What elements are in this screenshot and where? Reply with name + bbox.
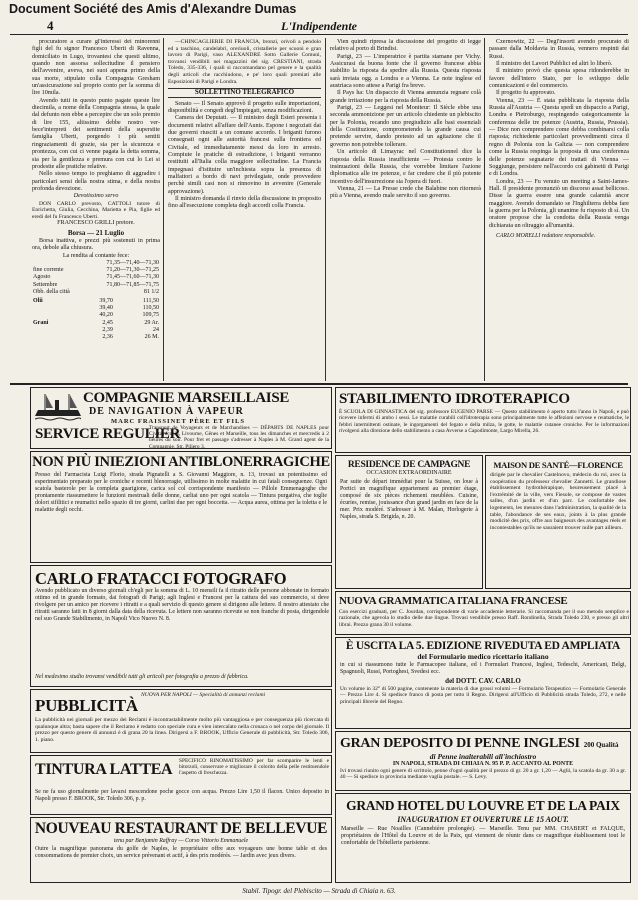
- article-paragraph: Il ministro provò che questa spesa ridonderebbe in favore dell'intero Stato, per lo sviluppo delle comunicazioni e del commercio.: [489, 68, 629, 90]
- ad-text: dirigée par le chevalier Castelnovo, médecin du roi, avec la coopération du professeur chevalier Zannetti. Le grandiose établissement hydrothérapique, heureusement placé à l'extrémité de la ville, vers Fiesole, se compose de vastes salles, d'un jardin et d'un parc. Le confortable des logements, les mesures dans l'administration, la qualité de la table, l'abondance de ses eaux, joints à la plus grande modicité des prix, offre aux baigneurs des avantages réels et incontestables qu'ils ne sauraient trouver nulle part ailleurs.: [490, 472, 626, 531]
- article-paragraph: Il progetto fu approvato.: [496, 90, 556, 97]
- ad-subtitle: INAUGURATION ET OUVERTURE LE 15 AOUT.: [397, 815, 569, 824]
- page-number: 4: [47, 18, 54, 33]
- pubblicita-ad: [30, 689, 332, 753]
- table-row: Agosto 71,45—71,60—71,30: [33, 274, 159, 281]
- ad-title: NUOVA GRAMMATICA ITALIANA FRANCESE: [339, 595, 568, 607]
- table-row: 2,36 26 M.: [102, 334, 159, 341]
- article-paragraph: Londra, 23 — Fu venuto un meeting a Saint-James-Hall. Il presidente pronunziò un discorso assai bellicoso. Disse la guerra essere una grande calamità ancor maggiore. Avendo domandato se l'Inghilterra debba fare la guerra per la Polonia, gli unanime fu risposto di sì. Un oratore propose che la condotta della Russia venga dichiarata un oltraggio all'umanità.: [489, 178, 629, 229]
- column-4: [489, 39, 629, 381]
- ad-text: Presso del Farmacista Luigi Florio, strada Pignatelli a S. Giovanni Maggiore, n. 13, trovasi un potentissimo ed esperimentato preparato per le croniche e recenti blenorragie, utilissimo in molte malattie in cui fatali conseguenze. Ogni scatola basterole per la completa guarigione, carica sol col corrispondente manifesto — Pillole Emmenagoghe che prontamente riassumettere le funzioni mestruali delle donne, carliai uno per ogni scatola — Tintura purgativa, che toglie dolori sifilitici e reumatici nello spazio di tre giorni, carlini due per ogni boccetta. — Acqua aurea, ottima per la toletta e le malattie degli occhi.: [35, 472, 327, 513]
- borsa-subtitle: La rendita al contante fece:: [62, 252, 130, 259]
- ad-note: Nel medesimo studio trovansi vendibili tutti gli articoli per fotografia a prezzo di fabbrica.: [35, 674, 249, 680]
- ad-title: TINTURA LATTEA: [35, 761, 173, 778]
- ad-text: Ivi trovasi riunito ogni genere di scrittoio, penne d'ogni qualità per il prezzo di gr. 20 a gr. 1,20 — Aglii, la scatola da gr. 30 a gr. 40 — Si spedisce in provincia mediante vaglia postale. — S. Levy.: [340, 768, 626, 781]
- article-paragraph: —CHINCAGLIERIE DI FRANCIA, bronzi, orivoli a pendolo ed a taschino, candelabri, oreriuoli, cristallerie per scuoni e gran lavoro di Parigi, vaso ALEXANDRE Sotto Gallerie Comuni, trovansi vendibili nei magazzini del sig. CRESTIANI, strada Toledo, 335-336, i quali si raccomandano pel genere e la qualità degli articoli che racchiudono, e pe' loro quali premiati alle Esposizioni di Parigi e Londra.: [168, 39, 321, 85]
- tintura-lattea-ad: [30, 755, 332, 815]
- footer-imprint: Stabil. Tipogr. del Plebiscito — Strada di Chiaia n. 63.: [242, 887, 396, 895]
- formulario-ad: [335, 637, 631, 729]
- table-row: 39,40 110,50: [99, 305, 159, 312]
- article-paragraph: Il ministro dei Lavori Pubblici ed altri lo liberò.: [496, 61, 613, 68]
- steamship-icon: [35, 392, 81, 422]
- ad-subtitle: del Formulario medico ricettario italiano: [417, 652, 549, 661]
- article-paragraph: Vien quindi ripresa la discussione del progetto di legge relativo al porto di Brindisi.: [330, 39, 481, 53]
- table-row: Olii 39,70 111,50: [33, 298, 159, 305]
- ad-title: NON PIÙ INIEZIONI ANTIBLONERRAGICHE: [32, 454, 330, 470]
- ad-title-tail: 200 Qualità: [583, 741, 619, 749]
- column-divider: [325, 38, 326, 381]
- ad-title: È USCITA LA 5. EDIZIONE RIVEDUTA ED AMPLIATA: [345, 640, 621, 652]
- ad-subtitle: NUOVA PER NAPOLI — Specialità di annunzi reclami: [141, 692, 266, 698]
- restaurant-bellevue-ad: [30, 817, 332, 883]
- grammatica-ad: [335, 591, 631, 635]
- grand-hotel-louvre-ad: [335, 793, 631, 883]
- ad-owner: MARC FRAISSINET PÈRE ET FILS: [111, 418, 245, 425]
- ad-text: È SCUOLA DI GINNASTICA del sig. professore EUGENIO PARSE — Questo stabilimento è aperto tutto l'anno in Napoli, e può ricevere infermi di ambo i sessi. Le malattie curabili coll'idroterapia sono principalmente tutte le affezioni nervose e reumatiche, le febbri intermittenti ostinate, le ingorgamenti del fegato e della milza, le gotte, le malattie cutanee croniche. Per le informazioni rivolgersi alla direzione dello stabilimento a casa Avverse a Capodimonte, Largo Mirella, 26.: [339, 409, 629, 434]
- ad-title: RESIDENCE DE CAMPAGNE: [347, 460, 471, 470]
- article-paragraph: Parigi, 23 — Leggesi nel Moniteur: Il Siècle ebbe una seconda ammonizione per un articolo chiedente un plebiscito per la Polonia, recando uno pregiudizio alle basi essenziali della Costituzione, comprometendo la grande causa cui pretende servire, dando pretesto ad un agitazione che il governo non potrebbe tollerare.: [330, 105, 481, 148]
- residence-campagne-ad: [335, 455, 483, 589]
- fratacci-ad: [30, 565, 332, 687]
- signature-lead: Devotissimo servo: [73, 193, 119, 200]
- signature-tail: FRANCESCO GRILLI pretore.: [57, 220, 135, 227]
- ad-text: Marseille — Rue Noailles (Cannebière prolongée). — Marseille. Tenu par MM. CHABERT et FALQUE, propriétaires de l'Hôtel du Louvre et de la Paix, qui viennent de réunir dans ce magnifique établissement tout le confortable de l'hôtellerie parisienne.: [341, 826, 625, 847]
- article-paragraph: Parigi, 23 — L'imperatrice è partita stamane per Vichy. Assicurasi da buona fonte che il governo francese abbia stabilito la risposta da spedire alla Russia. Questa risposta sarà inviata ogg. a Londra e a Vienna. Le note inglese ed austriaca sono attese a Parigi fra breve.: [330, 53, 481, 90]
- borsa-text: Borsa inattiva, e prezzi più sostenuti in prima ora, debole alla chiusura.: [32, 238, 160, 252]
- article-paragraph: procuratore a curare gl'interessi dei minorenni figli del fu signor Francesco Uberti di Ravenna, domiciliato in Lugo, trovantesi che questi ultimo, quando non assorsa sollecitudine il pensiero dell'avvenire, aveva, nei suoi appena primo della sua morte, stipulato colla Compagnia Gresham un'assicurazione sul proprio conto per la somma di lire 10mila.: [32, 39, 160, 97]
- table-row: fine corrente 71,20—71,30—71,25: [33, 267, 159, 274]
- masthead: L'Indipendente: [280, 19, 357, 33]
- ad-text: Un volume in 32° di 500 pagine, contenente la materia di due grossi volumi — Formulario Terapeutico — Formolario Generale — Prezzo Lire 4. Si spedisce franco di posta per tutto il Regno. Dirigersi all'Ufficio di Pubblicità strada Toledo, 272, e nelle principali librerie del Regno.: [340, 686, 626, 705]
- article-paragraph: Un articolo di Limayrac nel Constitutionnel dice la risposta della Russia insufficiente — Protesta contro le insinuazioni della Russia, che vorrebbe limitare l'azione diplomatica alle tre potenze, e far credere che il più potente incentivo dell'insurrezione sia l'opera di fuori.: [330, 149, 481, 185]
- article-paragraph: Senato — Il Senato approvò il progetto sulle importazioni, disponibilità e congedi degl'impiegati, senza modificazioni.: [168, 100, 321, 114]
- ad-subtitle: DE NAVIGATION À VAPEUR: [89, 406, 244, 417]
- ad-address: IN NAPOLI, STRADA DI CHIAIA N. 95 P. P. ACCANTO AL PONTE: [392, 761, 574, 767]
- ad-text: in cui si riassumono tutte le Farmacopee italiane, ed i Formulari Francesi, Inglesi, Tedeschi, Americani, Belgi, Spagnuoli, Russi, Portoghesi, Svedesi ecc.: [340, 662, 626, 675]
- responsible-editor: CARLO MORELLI redattore responsabile.: [496, 232, 596, 239]
- signature: DON CARLO prevosto, CATTOLI tutore di Enrichetta, Giulia, Cecchina, Marietta e Pia, figlie ed eredi del fu Francesco Uberti.: [32, 200, 160, 220]
- idroterapico-ad: [335, 387, 631, 453]
- article-paragraph: Il ministro domanda il rinvio della discussione in proposito fino all'esecuzione completa degli accordi colla Francia.: [168, 195, 321, 210]
- ad-title: STABILIMENTO IDROTERAPICO: [339, 391, 570, 407]
- column-3: [330, 39, 481, 381]
- article-paragraph: Avendo tutti in questo punto pagate queste lire diecimila, a nome della Compagnia stessa, la quale dal defunto non ebbe a percepire che un solo premio di lire 155, altissimo debbe nostro ver-bece'interpreti dei sentimenti della superstite famiglia Uberti, porgendo i più sentiti ringraziamenti di grazie, sia per la sicurezza e prontezza, con cui ci venne pagata la detta somma, sia per la gentilezza e premura con cui lo Lei si prodestte alle pratiche relative.: [32, 97, 160, 170]
- ad-subtitle: SPECIFICO RINOMATISSIMO per far scomparire le lenti e bitorzoli, conservare e migliorare il colorito della pelle restituendole l'aspetto di freschezza.: [179, 758, 329, 777]
- ad-title: PUBBLICITÀ: [35, 696, 138, 715]
- article-paragraph: Camera dei Deputati. — Il ministro degli Esteri presenta i documenti relativi all'affare dell'Aunis. Espone i negoziati dai due governi riusciti a un comune accordo. I briganti furono consegnati ogni alle autorità francesi sulla frontiera ed Civitale, ed immediatamente messi da loro in arresto. Compiute le pratiche di estradizione, i briganti verranno restituiti all'Italia colla maggiore sollecitudine. La Francia impegnasi d'istituire un'inchiesta sopra la presenza di malfattori a bordo di navi privilegiate, onde provvedere perchè simili casi non si rinnovino in avvenire (Generale approvazione).: [168, 115, 321, 195]
- table-row: Settembre 71,80—71,85—71,75: [33, 281, 159, 288]
- ad-author: del DOTT. CAV. CARLO: [445, 677, 521, 685]
- ad-title: GRAN DEPOSITO DI PENNE INGLESI: [340, 736, 580, 751]
- ad-subtitle: di Penne inalterabili all'inchiostro: [429, 752, 537, 761]
- compagnie-marseillaise-ad: [30, 387, 332, 449]
- article-paragraph: Nello stesso tempo io preghiamo di aggradire i particolari sensi della nostra stima, e della nostra profonda devozione.: [32, 171, 160, 192]
- ad-subtitle: OCCASION EXTRAORDINAIRE: [366, 470, 452, 476]
- ad-text: Outre la magnifique panorama du golfe de Naples, le propriétaire offre aux voyageurs une bonne table et des consommations de premier choix, un service prévenant et actif, à des prix modérés. — Jardin avec jeux divers.: [35, 846, 327, 859]
- column-1: [32, 39, 160, 381]
- ad-title: COMPAGNIE MARSEILLAISE: [83, 390, 290, 406]
- ad-service-title: SERVICE REGULIER: [35, 426, 181, 442]
- table-row: 2,39 24: [102, 326, 159, 333]
- borsa-oili-table: [32, 298, 160, 341]
- maison-sante-ad: [485, 455, 631, 589]
- section-rule: [10, 383, 628, 385]
- ad-title: CARLO FRATACCI FOTOGRAFO: [35, 569, 287, 588]
- column-2: [168, 39, 321, 381]
- table-row: 71,35—71,40—71,30: [106, 260, 159, 267]
- ad-title: MAISON DE SANTÉ—FLORENCE: [493, 460, 623, 470]
- ad-subtitle: tenu par Benjamin Raffray — Corso Vittorio Emmanuele: [113, 838, 249, 844]
- borsa-title: Borsa — 21 Luglio: [67, 228, 125, 237]
- article-paragraph: Czernowitz, 22 — Degl'insorti avendo procurato di passare dalla Moldavia in Russia, vennero respinti dai Russi.: [489, 39, 629, 60]
- borsa-rendita-table: [32, 260, 160, 296]
- penne-inglesi-ad: [335, 731, 631, 791]
- ad-title: GRAND HOTEL DU LOUVRE ET DE LA PAIX: [346, 798, 620, 813]
- ad-text: Avendo pubblicato un diverso giornali ch'egli per la somma di L. 10 mensili fa il ritratto delle persone abbonate in formato ottimo ed in grande formato, dai fotografi di Parigi; agli Inglesi e Francesi per la cattura del suo commercio, si deve rivolgere per un amico per ricevere i ritratti e a quali servizio di questo genere si dirigono alle lettere. Il nostro attestato che ritratti saranno fatti in 8 giorni dalla data della ricevuta. Le lettere non saranno ricevute se non franche di posta, dirigendole nel suo Grande Stabilimento, in Napoli Vico Nuovo N. 8.: [35, 588, 329, 622]
- watermark: Document Société des Amis d'Alexandre Dumas: [6, 2, 299, 16]
- ad-service-text: Transport de Voyageurs et de Marchandises — DÉPARTS DE NAPLES pour Civitavecchia, Livourne, Gênes et Marseille, tous les dimanches et mercredis à 2 heures du soir. Pour fret et passage s'adresser à Naples à M. Grand agent de la Compagnie, Str. Piliero 3.: [149, 425, 329, 449]
- telegraph-heading: SOLLETTINO TELEGRAFICO: [168, 88, 321, 97]
- iniezioni-ad: [30, 451, 332, 563]
- article-paragraph: Vienna, 21 — La Presse crede che Balabine non ritornerà più a Vienna, avendo male servito il suo governo.: [330, 185, 481, 200]
- article-paragraph: Vienna, 23 — È stata pubblicata la risposta della Russia all'Austria — Questa spedì un dispaccio a Parigi, Londra e Pietroburgo, respingendo categoricamente la conferenza delle tre potenze (Austria, Russia, Prussia). — Dice non comprendere come debba combinarsi colla risposta; richiedente particolari provvedimenti circa il regno di Polonia con la Galizia — non comprendere come la Russia respinga la proposta di una conferenza delle potenze segnatarie dei trattati di Vienna — Soggiunge, persistere nell'accordo coi gabinetti di Parigi e di Londra.: [489, 97, 629, 178]
- column-divider: [163, 38, 164, 381]
- ad-text: Par suite de départ immédiat pour la Suisse, on loue à Portici un magnifique appartement au premier étage, composé de six pièces richement meublées. Cuisine, écuries, remise, jouissance d'un grand jardin en face de la mer. Prix modéré. S'adresser à M. Malan, Horlogerie à Naples, strada S. Brigida, n. 20.: [340, 479, 478, 520]
- ad-title: NOUVEAU RESTAURANT DE BELLEVUE: [34, 820, 328, 837]
- ad-text: Con esercizi graduati, per C. Jourdan, corrispondente di varie accademie letterarie. Si raccomanda per il suo metodo semplice e razionale, che agevola lo studio delle due lingue. Trovasi vendibile presso Raff. Rondinella, Strada Toledo 230, e presso gli altri librai. Prezzo grana 30 il volume.: [339, 609, 629, 628]
- table-row: 40,20 109,75: [99, 312, 159, 319]
- article-paragraph: Il Pays ha: Un dispaccio di Vienna annunzia regnare colà grande irritazione per la risposta della Russia.: [330, 90, 481, 104]
- ad-text: Se ne fa uso giornalmente per lavarsi mescendone poche gocce con acqua. Prezzo Lire 1,50 il flacon. Unico deposito in Napoli presso F. BROOK, Str. Toledo 306, p. p.: [35, 789, 329, 802]
- column-divider: [484, 38, 485, 381]
- table-row: Obb. della città 81 1/2: [33, 288, 159, 295]
- table-row: Grani 2,45 29 Ar.: [33, 319, 159, 326]
- ad-text: La pubblicità nei giornali per mezzo dei Reclami è incontrastabilmente molto più vantaggiosa e per conseguenza più ricercata di qualunque altra; basta sapere che il Reclamo è redatto con speciale cura e vien intercalato nella cronaca o nel corpo del giornale. Il prezzo per questo genere di annunzi è di grana 20 la linea. Dirigersi a F. BROOK, Ufficio Generale di pubblicità, Str. Toledo 306, 1. piano.: [35, 717, 329, 743]
- header-rule: [10, 34, 628, 35]
